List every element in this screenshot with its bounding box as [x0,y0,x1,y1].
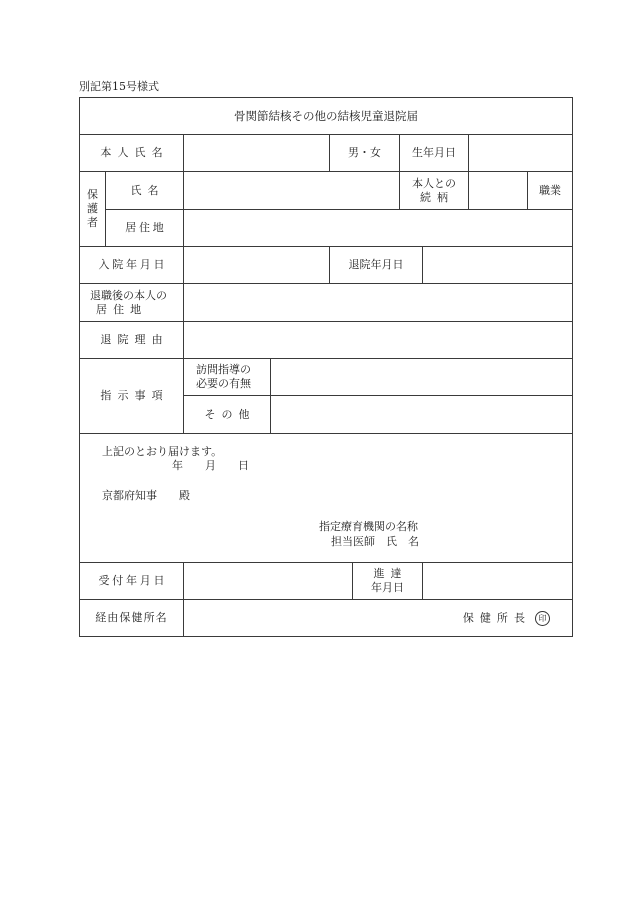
home-visit-label: 訪問指導の 必要の有無 [184,359,271,396]
sex-label: 男・女 [330,135,400,172]
instructions-label: 指示事項 [80,359,184,434]
person-name-label: 本人氏名 [80,135,184,172]
discharge-notification-form [79,97,573,637]
notice-addressee: 京都府知事 殿 [102,489,190,502]
notice-statement: 上記のとおり届けます。 [102,445,223,458]
guardian-residence-field[interactable] [184,210,573,247]
received-date-field[interactable] [184,563,353,600]
via-health-center-label: 経由保健所名 [80,600,184,637]
relation-field[interactable] [469,172,528,210]
discharge-date-label: 退院年月日 [330,247,423,284]
discharge-reason-label: 退院理由 [80,322,184,359]
guardian-name-field[interactable] [184,172,400,210]
other-label: その他 [184,396,271,434]
discharge-reason-field[interactable] [184,322,573,359]
notice-institution: 指定療育機関の名称 [319,520,418,533]
health-center-chief-cell[interactable] [184,600,573,637]
occupation-label: 職業 [528,172,573,210]
form-title: 骨関節結核その他の結核児童退院届 [80,98,573,135]
post-discharge-address-field[interactable] [184,284,573,322]
birth-date-field[interactable] [469,135,573,172]
discharge-date-field[interactable] [423,247,573,284]
notice-doctor: 担当医師 氏 名 [331,535,419,548]
notice-date-line: 年 月 日 [172,459,249,472]
health-center-chief-label: 保健所長 [462,611,532,624]
seal-icon: 印 [535,611,550,626]
admission-date-field[interactable] [184,247,330,284]
guardian-label: 保 護 者 [80,172,106,247]
progress-date-field[interactable] [423,563,573,600]
guardian-residence-label: 居住地 [106,210,184,247]
form-number-label: 別記第15号様式 [79,80,159,93]
person-name-field[interactable] [184,135,330,172]
other-field[interactable] [271,396,573,434]
admission-date-label: 入院年月日 [80,247,184,284]
birth-date-label: 生年月日 [400,135,469,172]
home-visit-field[interactable] [271,359,573,396]
guardian-name-label: 氏名 [106,172,184,210]
notice-block [80,434,573,563]
relation-label: 本人との 続柄 [400,172,469,210]
received-date-label: 受付年月日 [80,563,184,600]
post-discharge-address-label: 退職後の本人の 居住地 [80,284,184,322]
progress-date-label: 進達 年月日 [353,563,423,600]
